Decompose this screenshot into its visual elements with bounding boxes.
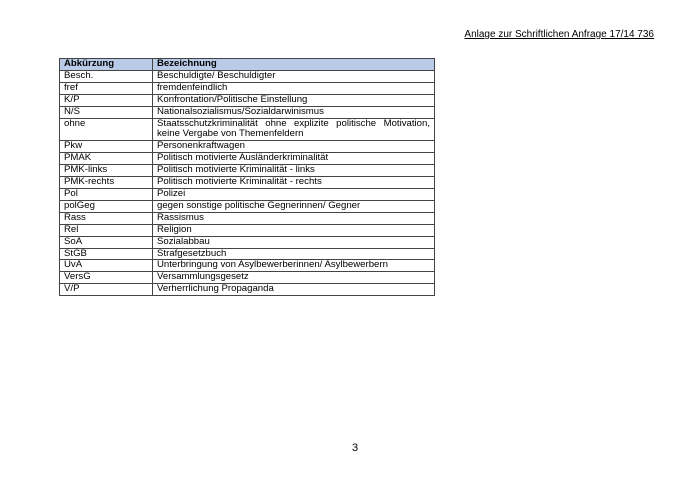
- table-row: [60, 153, 435, 165]
- abbreviation-cell: fref: [60, 82, 153, 94]
- table-row: [60, 260, 435, 272]
- abbreviation-cell: PMAK: [60, 153, 153, 165]
- designation-cell: Nationalsozialismus/Sozialdarwinismus: [153, 106, 435, 118]
- designation-cell: gegen sonstige politische Gegnerinnen/ Gegner: [153, 200, 435, 212]
- designation-cell: Religion: [153, 224, 435, 236]
- abbreviation-cell: StGB: [60, 248, 153, 260]
- table-row: [60, 165, 435, 177]
- table-row: [60, 118, 435, 141]
- table-row: [60, 94, 435, 106]
- designation-cell: Rassismus: [153, 212, 435, 224]
- designation-cell: fremdenfeindlich: [153, 82, 435, 94]
- document-header-note: Anlage zur Schriftlichen Anfrage 17/14 736: [464, 29, 654, 40]
- designation-cell: Verherrlichung Propaganda: [153, 284, 435, 296]
- table-row: [60, 212, 435, 224]
- designation-cell: Polizei: [153, 188, 435, 200]
- designation-cell: Politisch motivierte Kriminalität - rechts: [153, 177, 435, 189]
- designation-cell: Strafgesetzbuch: [153, 248, 435, 260]
- table-row: [60, 188, 435, 200]
- abbreviation-table: [59, 58, 435, 296]
- table-row: [60, 177, 435, 189]
- abbreviation-cell: Pkw: [60, 141, 153, 153]
- column-header-designation: Bezeichnung: [153, 59, 435, 71]
- table-row: [60, 106, 435, 118]
- designation-cell: Konfrontation/Politische Einstellung: [153, 94, 435, 106]
- abbreviation-cell: VersG: [60, 272, 153, 284]
- table-row: [60, 236, 435, 248]
- designation-cell: Politisch motivierte Ausländerkriminalität: [153, 153, 435, 165]
- column-header-abbreviation: Abkürzung: [60, 59, 153, 71]
- designation-cell: Staatsschutzkriminalität ohne explizite politische Motivation, keine Vergabe von Themenfeldern: [153, 118, 435, 141]
- designation-cell: Unterbringung von Asylbewerberinnen/ Asylbewerbern: [153, 260, 435, 272]
- abbreviation-cell: PMK-rechts: [60, 177, 153, 189]
- page-number: 3: [351, 442, 359, 454]
- table-row: [60, 284, 435, 296]
- abbreviation-cell: Rass: [60, 212, 153, 224]
- table-row: [60, 248, 435, 260]
- abbreviation-cell: N/S: [60, 106, 153, 118]
- table-row: [60, 200, 435, 212]
- table-row: [60, 70, 435, 82]
- table-row: [60, 141, 435, 153]
- designation-cell: Politisch motivierte Kriminalität - links: [153, 165, 435, 177]
- table-row: [60, 272, 435, 284]
- abbreviation-cell: ohne: [60, 118, 153, 141]
- abbreviation-cell: polGeg: [60, 200, 153, 212]
- abbreviation-cell: PMK-links: [60, 165, 153, 177]
- abbreviation-cell: UvA: [60, 260, 153, 272]
- designation-cell: Beschuldigte/ Beschuldigter: [153, 70, 435, 82]
- designation-cell: Sozialabbau: [153, 236, 435, 248]
- abbreviation-cell: V/P: [60, 284, 153, 296]
- abbreviation-cell: Rel: [60, 224, 153, 236]
- abbreviation-cell: SoA: [60, 236, 153, 248]
- abbreviation-cell: Pol: [60, 188, 153, 200]
- abbreviation-cell: K/P: [60, 94, 153, 106]
- table-header-row: [60, 59, 435, 71]
- designation-cell: Versammlungsgesetz: [153, 272, 435, 284]
- table-row: [60, 82, 435, 94]
- abbreviation-cell: Besch.: [60, 70, 153, 82]
- designation-cell: Personenkraftwagen: [153, 141, 435, 153]
- table-row: [60, 224, 435, 236]
